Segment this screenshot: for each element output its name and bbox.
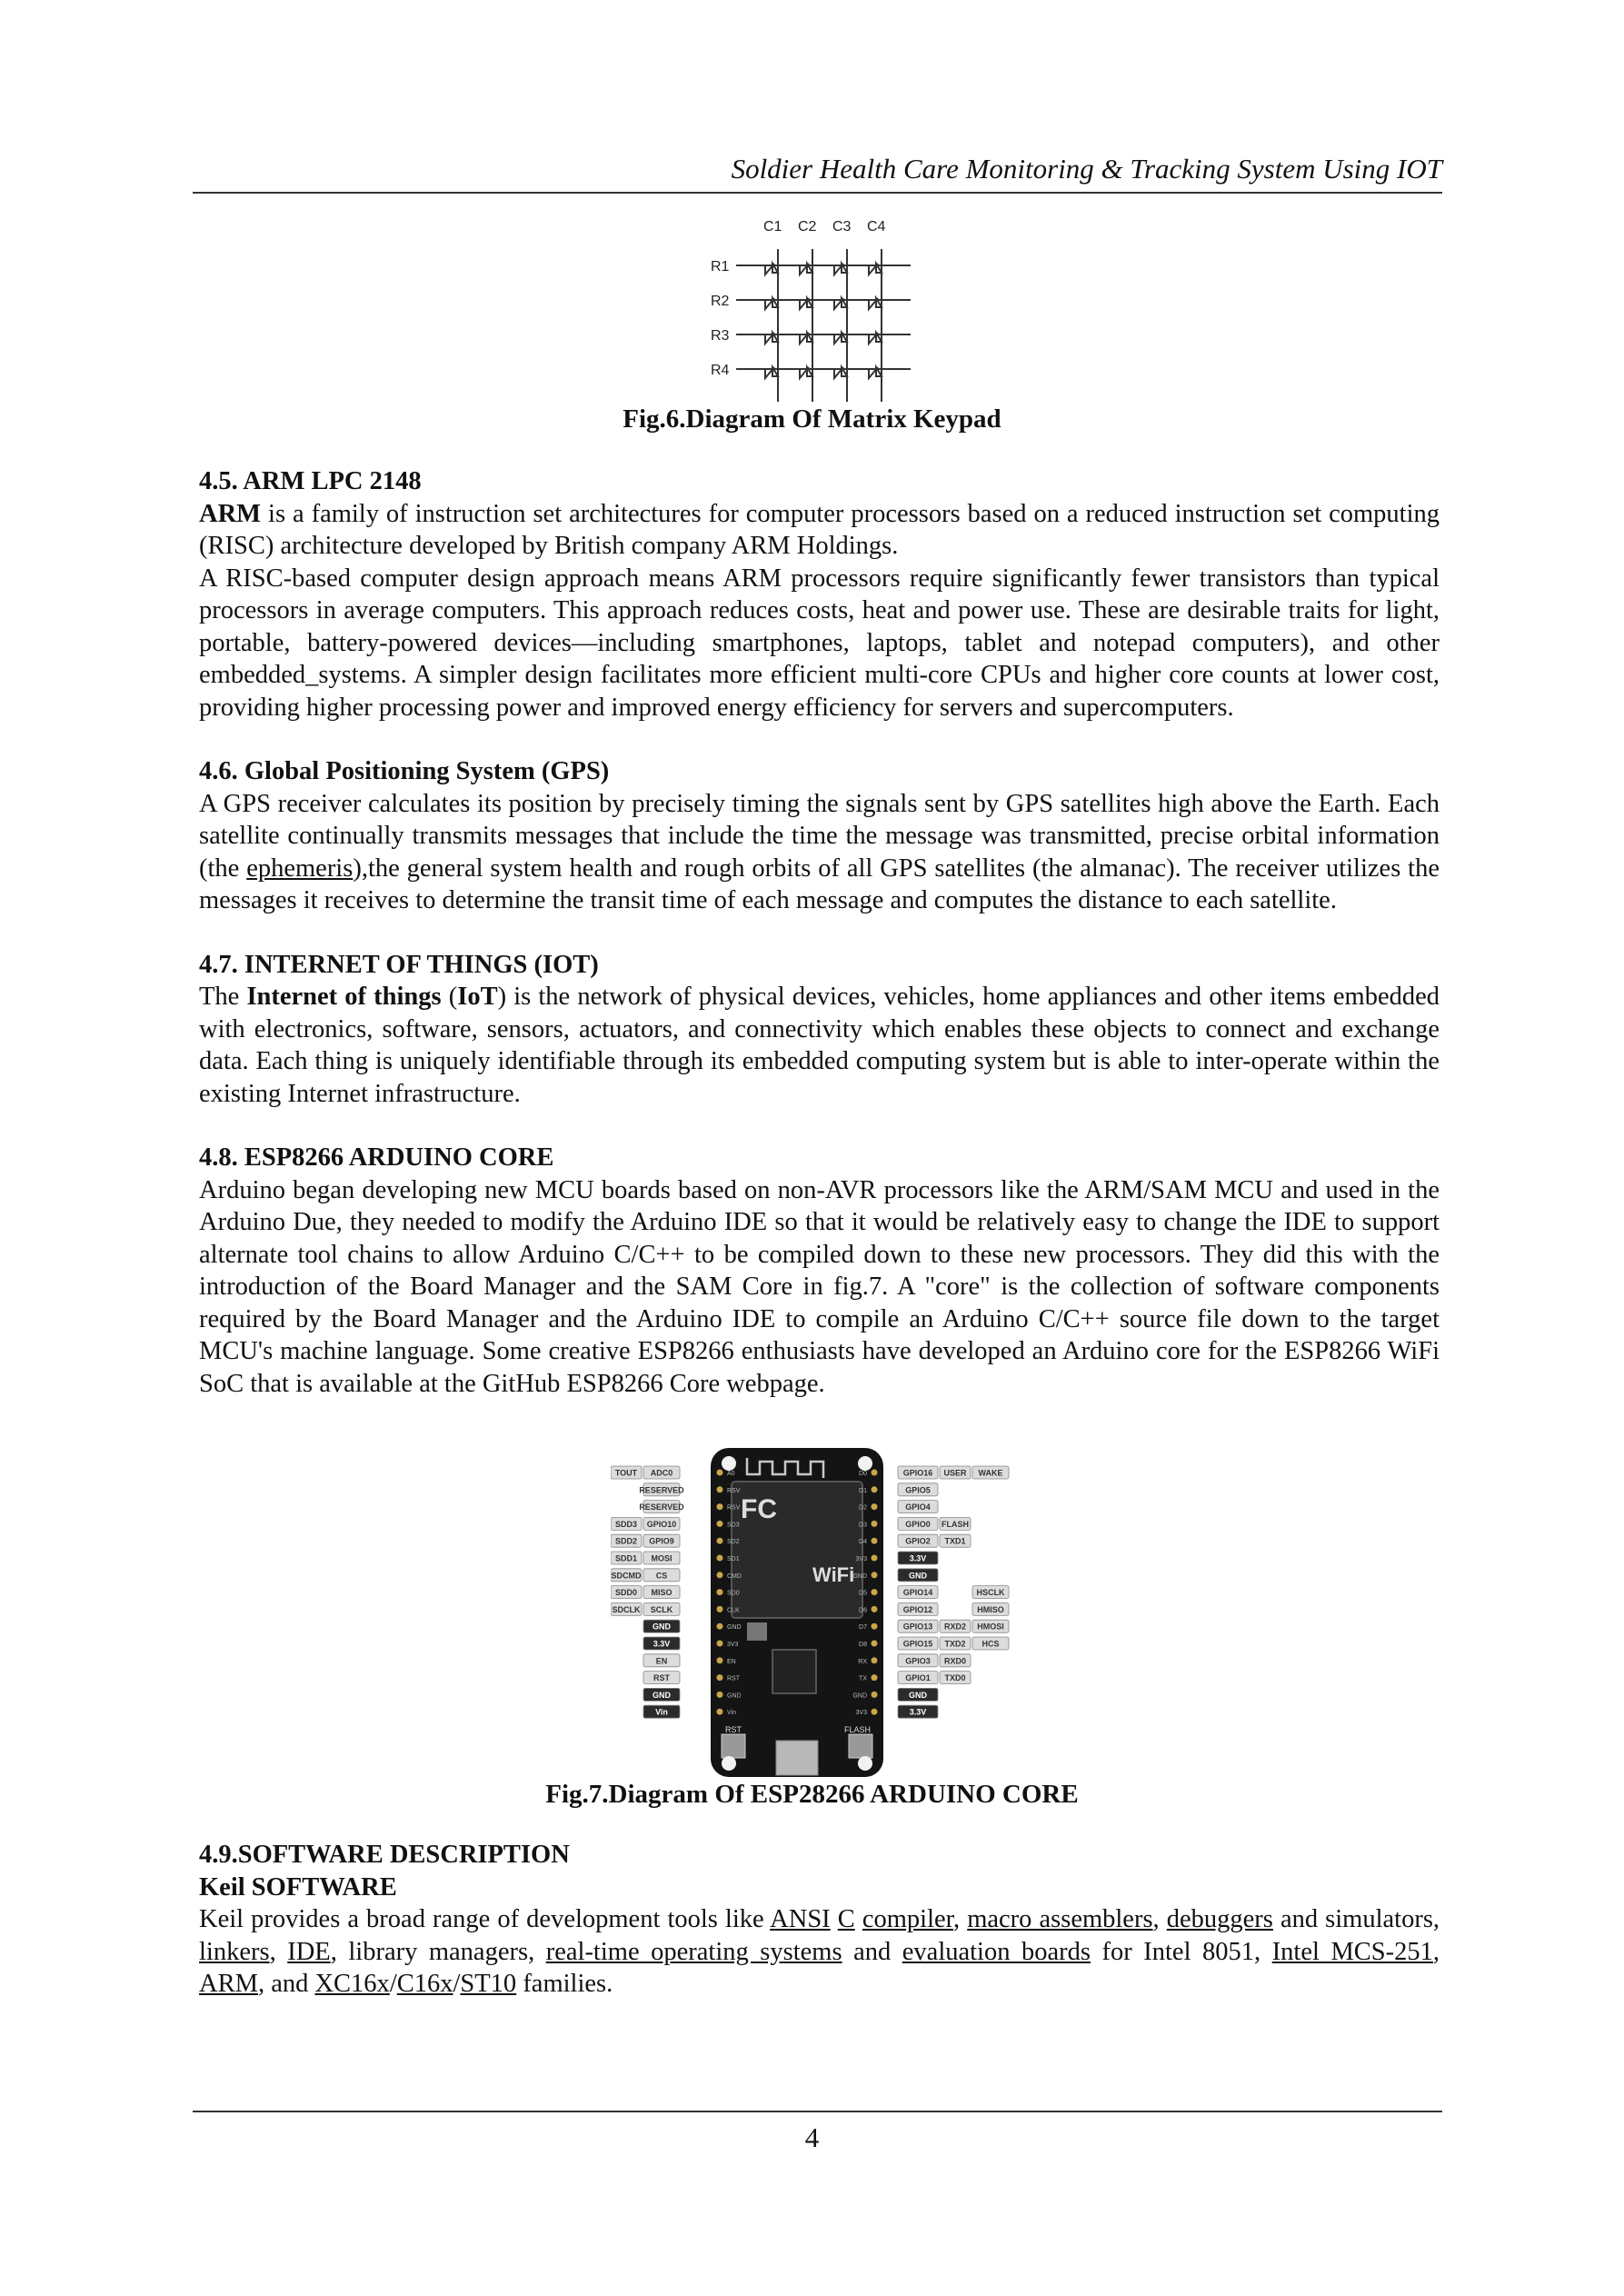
section-4-5-paragraph-2: A RISC-based computer design approach means ARM processors require significantly fewer transistors than typical processors in average computers. This approach reduces costs, heat and power use. These are desirable traits for light, portable, battery-powered devices—including smartphones, laptops, tablet and notepad computers), and other embedded_systems. A simpler design facilitates more efficient multi-core CPUs and higher core counts at lower cost, providing higher processing power and improved energy efficiency for servers and supercomputers. xyxy=(199,564,1440,722)
silk-pin-label: 3V3 xyxy=(855,1556,867,1562)
mount-hole xyxy=(722,1456,736,1471)
pin-label: TOUT xyxy=(614,1468,638,1478)
section-4-5-heading: 4.5. ARM LPC 2148 xyxy=(199,467,422,495)
intel-mcs-251-link[interactable]: Intel MCS-251 xyxy=(1271,1937,1433,1966)
header-pin xyxy=(717,1572,723,1578)
section-4-9-heading: 4.9.SOFTWARE DESCRIPTION xyxy=(199,1841,570,1869)
keil-text: , xyxy=(1152,1905,1167,1933)
pin-label: MOSI xyxy=(651,1553,673,1563)
pin-label: 3.3V xyxy=(909,1553,927,1563)
header-pin xyxy=(717,1623,723,1630)
pin-label: RESERVED xyxy=(639,1502,684,1512)
section-4-7-paragraph xyxy=(199,981,1440,1110)
header-pin xyxy=(872,1709,878,1715)
header-pin xyxy=(717,1555,723,1562)
c16x-link[interactable]: C16x xyxy=(396,1970,453,1998)
st10-link[interactable]: ST10 xyxy=(460,1970,517,1998)
pin-label: Vin xyxy=(655,1707,668,1717)
pin-label: MISO xyxy=(651,1588,673,1598)
pin-label: RXD0 xyxy=(943,1656,967,1666)
usb-serial-chip xyxy=(772,1650,816,1693)
keil-text: Keil provides a broad range of development tools like xyxy=(199,1905,771,1933)
silk-pin-label: RST xyxy=(727,1675,740,1682)
pin-label: GPIO12 xyxy=(902,1604,933,1614)
keil-text: and simulators, xyxy=(1272,1905,1440,1933)
header-pin xyxy=(717,1709,723,1715)
silk-pin-label: D2 xyxy=(859,1504,867,1512)
pin-label: RST xyxy=(653,1673,670,1683)
voltage-regulator xyxy=(747,1622,767,1641)
silk-pin-label: CLK xyxy=(727,1607,740,1614)
body-column-lower xyxy=(199,1839,1440,2001)
silk-pin-label: D5 xyxy=(859,1590,867,1597)
silk-pin-label: SD3 xyxy=(727,1522,740,1529)
figure-6-caption: Fig.6.Diagram Of Matrix Keypad xyxy=(623,404,1001,434)
header-pin xyxy=(872,1538,878,1544)
ephemeris-link[interactable]: ephemeris xyxy=(246,854,354,883)
header-pin xyxy=(872,1623,878,1630)
pin-label: GPIO13 xyxy=(902,1622,933,1632)
header-pin xyxy=(717,1674,723,1681)
keil-subheading: Keil SOFTWARE xyxy=(199,1872,397,1902)
mount-hole xyxy=(858,1456,872,1471)
silk-pin-label: TX xyxy=(859,1675,867,1682)
silk-pin-label: CMD xyxy=(727,1572,742,1580)
pin-label: SCLK xyxy=(650,1604,673,1614)
pin-label: USER xyxy=(943,1468,967,1478)
pin-label: GPIO10 xyxy=(646,1519,677,1529)
header-pin xyxy=(872,1657,878,1663)
pin-label: GPIO4 xyxy=(905,1502,931,1512)
keil-text: / xyxy=(389,1970,397,1998)
header-pin xyxy=(872,1486,878,1492)
pin-label: TXD2 xyxy=(944,1639,966,1649)
pin-label: FLASH xyxy=(942,1519,969,1529)
compiler-link[interactable]: compiler xyxy=(862,1905,954,1933)
pin-label: WAKE xyxy=(978,1468,1003,1478)
silk-pin-label: D3 xyxy=(859,1522,867,1529)
pin-label: GPIO15 xyxy=(902,1639,933,1649)
pin-label: GPIO2 xyxy=(905,1536,931,1546)
silk-pin-label: D0 xyxy=(859,1471,867,1477)
page-number: 4 xyxy=(804,2121,820,2153)
header-pin xyxy=(872,1572,878,1578)
arm-term: ARM xyxy=(199,499,262,528)
wifi-logo: WiFi xyxy=(812,1563,855,1586)
pin-label: GPIO1 xyxy=(905,1673,931,1683)
pin-label: ADC0 xyxy=(650,1468,673,1478)
ide-link[interactable]: IDE xyxy=(287,1937,331,1966)
keypad-row-label: R2 xyxy=(711,294,730,309)
silk-pin-label: 3V3 xyxy=(855,1710,867,1717)
keil-text: , xyxy=(269,1937,288,1966)
pin-label: SDCLK xyxy=(612,1604,641,1614)
silk-pin-label: EN xyxy=(727,1658,736,1665)
rtos-link[interactable]: real-time operating systems xyxy=(545,1937,842,1966)
pin-label: GND xyxy=(653,1690,671,1700)
header-pin xyxy=(872,1606,878,1612)
keil-text: , and xyxy=(257,1970,315,1998)
silk-pin-label: D7 xyxy=(859,1624,867,1632)
pin-label: SDCMD xyxy=(611,1571,642,1581)
pin-label: TXD0 xyxy=(944,1673,966,1683)
header-pin xyxy=(717,1692,723,1698)
pin-label: GPIO9 xyxy=(649,1536,674,1546)
keil-text: and xyxy=(842,1937,902,1966)
pin-label: EN xyxy=(655,1656,668,1666)
section-4-7-text-c: ) is the network of physical devices, vehicles, home appliances and other items embedded with electronics, software, sensors, actuators, and connectivity which enables these objects to connect and exchange data. Each thing is uniquely identifiable through its embedded computing system but is able to inter-operate within the existing Internet infrastructure. xyxy=(199,983,1440,1108)
section-4-5-text-1: is a family of instruction set architectures for computer processors based on a reduced instruction set computing (RISC) architecture developed by British company ARM Holdings. xyxy=(199,499,1440,560)
header-pin xyxy=(872,1674,878,1681)
silk-pin-label: D1 xyxy=(859,1487,867,1494)
xc16x-link[interactable]: XC16x xyxy=(314,1970,390,1998)
running-header: Soldier Health Care Monitoring & Tracking System Using IOT xyxy=(731,153,1442,185)
pin-label: GND xyxy=(909,1690,927,1700)
pin-label: SDD1 xyxy=(614,1553,638,1563)
section-4-7-heading: 4.7. INTERNET OF THINGS (IOT) xyxy=(199,950,599,979)
keypad-row-label: R3 xyxy=(711,328,730,344)
section-4-8-paragraph: Arduino began developing new MCU boards based on non-AVR processors like the ARM/SAM MCU and used in the Arduino Due, they needed to modify the Arduino IDE so that it would be relatively easy to change the IDE to support alternate tool chains to allow Arduino C/C++ to be compiled down to these new processors. They did this with the introduction of the Board Manager and the SAM Core in fig.7. A "core" is the collection of software components required by the Board Manager and the Arduino IDE to compile an Arduino C/C++ source file down to the target MCU's machine language. Some creative ESP8266 enthusiasts have developed an Arduino core for the ESP8266 WiFi SoC that is available at the GitHub ESP8266 Core webpage. xyxy=(199,1175,1440,1398)
silk-pin-label: SD2 xyxy=(727,1539,740,1546)
silk-pin-label: D6 xyxy=(859,1607,867,1614)
macro-assemblers-link[interactable]: macro assemblers xyxy=(967,1905,1153,1933)
pin-label: 3.3V xyxy=(653,1639,671,1649)
keypad-column-label: C1 xyxy=(763,219,782,235)
fcc-logo: FC xyxy=(741,1494,777,1524)
silk-pin-label: GND xyxy=(727,1692,742,1700)
pin-label: HMISO xyxy=(977,1604,1004,1614)
evaluation-boards-link[interactable]: evaluation boards xyxy=(902,1937,1091,1966)
ansi-link[interactable]: ANSI xyxy=(770,1905,831,1933)
silk-pin-label: RX xyxy=(858,1658,867,1665)
iot-term: Internet of things xyxy=(246,983,442,1011)
silk-pin-label: A0 xyxy=(727,1471,735,1477)
keil-text xyxy=(855,1905,862,1933)
pin-label: HSCLK xyxy=(976,1588,1005,1598)
keypad-row-label: R1 xyxy=(711,259,730,275)
keypad-column-label: C3 xyxy=(832,219,852,235)
section-4-8-heading: 4.8. ESP8266 ARDUINO CORE xyxy=(199,1143,554,1172)
silk-pin-label: D4 xyxy=(859,1539,867,1546)
keypad-column-label: C2 xyxy=(798,219,817,235)
section-4-9-paragraph xyxy=(199,1903,1440,2001)
header-pin xyxy=(717,1470,723,1476)
header-pin xyxy=(717,1503,723,1510)
silk-pin-label: GND xyxy=(852,1692,867,1700)
pin-label: SDD0 xyxy=(614,1588,638,1598)
pin-label: GPIO5 xyxy=(905,1485,931,1495)
mount-hole xyxy=(722,1756,736,1771)
silk-pin-label: 3V3 xyxy=(727,1642,739,1648)
header-pin xyxy=(872,1503,878,1510)
header-rule xyxy=(193,192,1442,194)
keil-text: for Intel 8051, xyxy=(1090,1937,1272,1966)
header-pin xyxy=(872,1589,878,1595)
pin-label: HCS xyxy=(981,1639,1000,1649)
silk-pin-label: RSV xyxy=(727,1487,741,1494)
silk-pin-label: SD0 xyxy=(727,1590,740,1597)
pin-label: GPIO3 xyxy=(905,1656,931,1666)
header-pin xyxy=(717,1589,723,1595)
pin-label: GND xyxy=(653,1622,671,1632)
header-pin xyxy=(717,1657,723,1663)
header-pin xyxy=(717,1538,723,1544)
linkers-link[interactable]: linkers xyxy=(199,1937,270,1966)
section-4-6-paragraph xyxy=(199,788,1440,917)
pin-label: GPIO0 xyxy=(905,1519,931,1529)
reset-button xyxy=(722,1734,745,1758)
section-4-6-heading: 4.6. Global Positioning System (GPS) xyxy=(199,757,610,785)
pin-label: GPIO14 xyxy=(902,1588,933,1598)
flash-button xyxy=(849,1734,872,1758)
pin-label: TXD1 xyxy=(944,1536,966,1546)
keil-text: , xyxy=(953,1905,968,1933)
figure-7-caption: Fig.7.Diagram Of ESP28266 ARDUINO CORE xyxy=(545,1780,1079,1809)
mount-hole xyxy=(858,1756,872,1771)
pin-label: CS xyxy=(655,1571,668,1581)
pin-label: SDD2 xyxy=(614,1536,638,1546)
section-4-6-text-a: A GPS receiver calculates its position by precisely timing the signals sent by GPS satellites high above the Earth. Each satellite continually transmits messages that include the time the message was transmitted, precise orbital information (the xyxy=(199,789,1440,883)
keil-text: , library managers, xyxy=(330,1937,546,1966)
keil-text: families. xyxy=(516,1970,613,1998)
matrix-keypad-diagram xyxy=(709,211,927,406)
section-4-5-paragraph-1 xyxy=(199,498,1440,563)
header-pin xyxy=(872,1641,878,1647)
pin-label: GPIO16 xyxy=(902,1468,933,1478)
arm-link[interactable]: ARM xyxy=(199,1970,258,1998)
header-pin xyxy=(717,1521,723,1527)
c-link[interactable]: C xyxy=(837,1905,855,1933)
keypad-column-label: C4 xyxy=(867,219,886,235)
silk-pin-label: RSV xyxy=(727,1504,741,1512)
pin-label: RESERVED xyxy=(639,1485,684,1495)
keil-text: , xyxy=(1432,1937,1440,1966)
micro-usb-port xyxy=(776,1741,818,1775)
footer-rule xyxy=(193,2111,1442,2112)
debuggers-link[interactable]: debuggers xyxy=(1166,1905,1273,1933)
pin-label: SDD3 xyxy=(614,1519,638,1529)
header-pin xyxy=(717,1486,723,1492)
keil-text: / xyxy=(453,1970,461,1998)
header-pin xyxy=(872,1470,878,1476)
reset-button-label: RST xyxy=(725,1725,742,1734)
section-4-7-text-a: The xyxy=(199,983,247,1011)
silk-pin-label: Vin xyxy=(727,1710,736,1717)
pin-label: RXD2 xyxy=(943,1622,967,1632)
header-pin xyxy=(717,1606,723,1612)
silk-pin-label: SD1 xyxy=(727,1556,740,1562)
pin-label: GND xyxy=(909,1571,927,1581)
keil-text xyxy=(831,1905,838,1933)
iot-abbrev: IoT xyxy=(457,983,498,1011)
flash-button-label: FLASH xyxy=(844,1725,872,1734)
pin-label: HMOSI xyxy=(977,1622,1004,1632)
body-column-upper xyxy=(199,465,1440,1400)
pin-label: 3.3V xyxy=(909,1707,927,1717)
header-pin xyxy=(717,1641,723,1647)
keypad-row-label: R4 xyxy=(711,363,730,378)
silk-pin-label: GND xyxy=(852,1572,867,1580)
section-4-7-text-b: ( xyxy=(441,983,458,1011)
esp8266-board-diagram xyxy=(611,1445,1065,1782)
silk-pin-label: GND xyxy=(727,1624,742,1632)
header-pin xyxy=(872,1521,878,1527)
section-4-6-text-b: ),the general system health and rough orbits of all GPS satellites (the almanac). The receiver utilizes the messages it receives to determine the transit time of each message and computes the distance to each satellite. xyxy=(199,854,1440,914)
header-pin xyxy=(872,1555,878,1562)
header-pin xyxy=(872,1692,878,1698)
silk-pin-label: D8 xyxy=(859,1642,867,1648)
